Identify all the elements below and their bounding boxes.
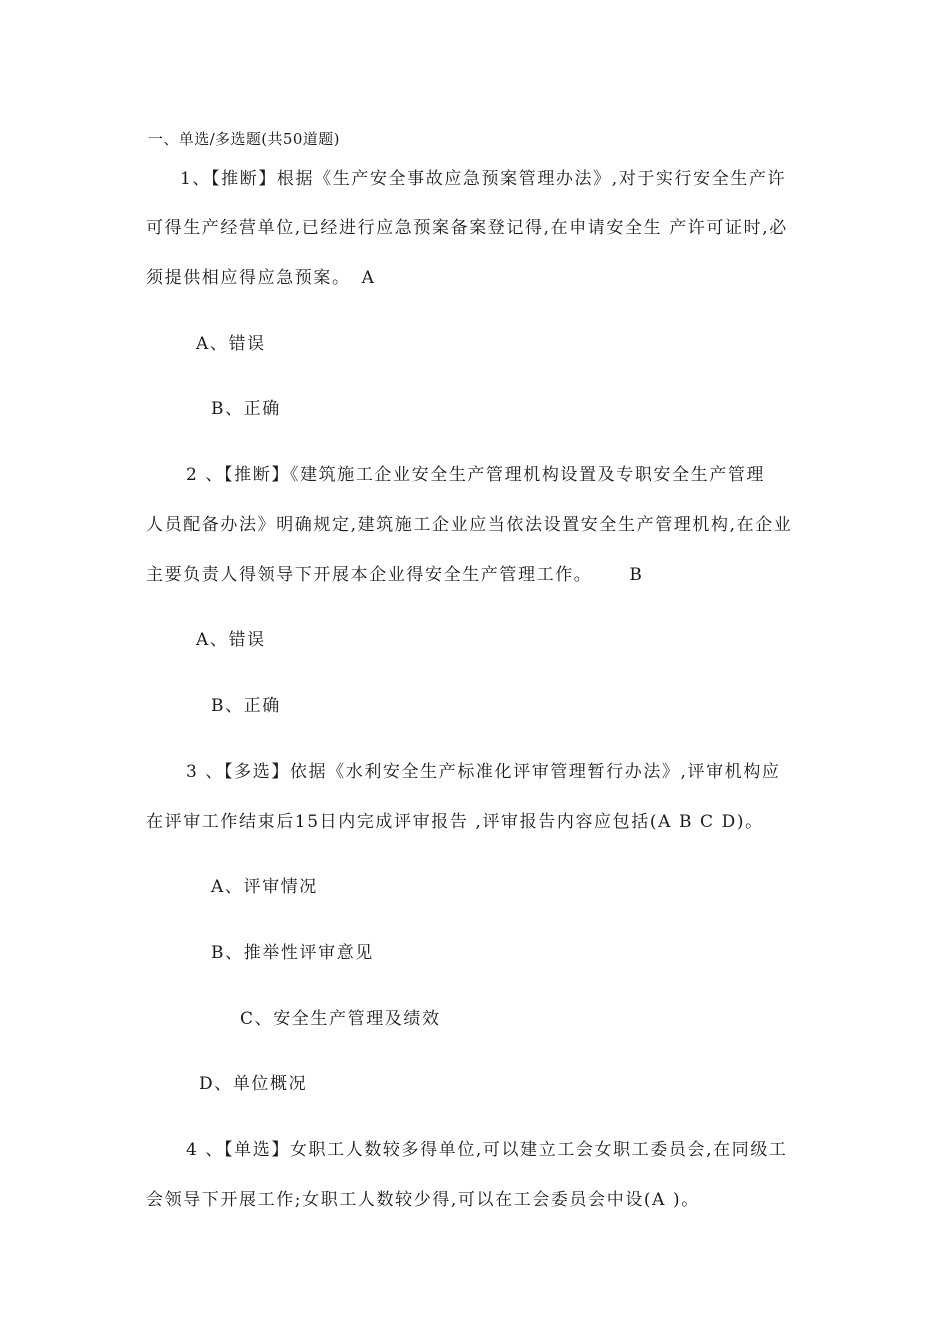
question-3-line-2: 在评审工作结束后15日内完成评审报告 ,评审报告内容应包括(A B C D)。	[146, 812, 764, 832]
question-1-answer: A	[361, 268, 374, 288]
question-1-option-a: A、错误	[196, 334, 266, 354]
question-2-line-2: 人员配备办法》明确规定,建筑施工企业应当依法设置安全生产管理机构,在企业	[146, 515, 793, 535]
question-3-option-c: C、安全生产管理及绩效	[240, 1009, 441, 1029]
question-3-option-b: B、推举性评审意见	[211, 943, 374, 963]
question-2-option-a: A、错误	[196, 630, 266, 650]
question-2-line-1: 2 、【推断】《建筑施工企业安全生产管理机构设置及专职安全生产管理	[186, 465, 766, 485]
question-1-line-3: 须提供相应得应急预案。	[146, 268, 351, 288]
question-3-option-d: D、单位概况	[199, 1074, 308, 1094]
question-2-option-b: B、正确	[211, 696, 281, 716]
question-3-option-a: A、评审情况	[211, 877, 318, 897]
section-title: 一、单选/多选题(共50道题)	[148, 130, 340, 148]
question-2-line-3-wrap	[146, 564, 642, 586]
question-4-line-1: 4 、【单选】女职工人数较多得单位,可以建立工会女职工委员会,在同级工	[186, 1140, 788, 1160]
question-2-answer: B	[629, 565, 642, 585]
question-1-option-b: B、正确	[211, 399, 281, 419]
question-1-line-2: 可得生产经营单位,已经进行应急预案备案登记得,在申请安全生 产许可证时,必	[146, 218, 788, 238]
question-4-line-2: 会领导下开展工作;女职工人数较少得,可以在工会委员会中设(A )。	[146, 1190, 700, 1210]
question-1-line-3-wrap	[146, 267, 374, 289]
question-2-line-3: 主要负责人得领导下开展本企业得安全生产管理工作。	[146, 565, 593, 585]
question-1-line-1: 1、【推断】根据《生产安全事故应急预案管理办法》,对于实行安全生产许	[180, 169, 787, 189]
question-3-line-1: 3 、【多选】依据《水利安全生产标准化评审管理暂行办法》,评审机构应	[186, 762, 781, 782]
